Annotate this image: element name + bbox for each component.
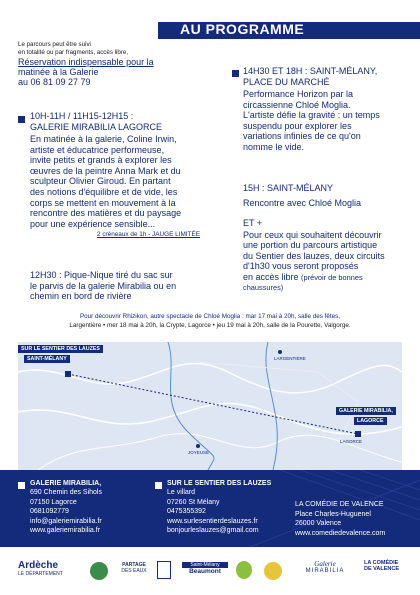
map-label-lagorce	[336, 407, 396, 415]
event-text: une portion du parcours artistique	[243, 240, 378, 251]
event-text: suspendu pour explorer les	[243, 120, 352, 131]
footer	[0, 470, 420, 547]
intro-text	[18, 41, 198, 56]
logo-text: LA COMÉDIE	[364, 560, 399, 566]
info-line: Largentière • mer 18 mai à 20h, la Crypte, Lagorce • jeu 19 mai à 20h, salle de la Pourette, Valgorge.	[69, 321, 351, 329]
route-map[interactable]	[18, 342, 402, 470]
contact-line: Place Charles-Huguenel	[295, 510, 371, 518]
contact-sentier	[167, 479, 297, 536]
logo-text: Saint-Mélany	[182, 562, 228, 568]
map-label-line: LAGORCE	[357, 418, 384, 424]
contact-phone[interactable]: 0475355392	[167, 508, 206, 516]
logo-text: LE DÉPARTEMENT	[18, 571, 63, 577]
contact-galerie	[30, 479, 160, 536]
event-text: Rencontre avec Chloé Moglia	[243, 197, 362, 208]
crest-logo-icon	[157, 561, 171, 579]
contact-heading: LA COMÉDIE DE VALENCE	[295, 501, 384, 508]
reservation-notice	[18, 57, 203, 87]
event-text: nomme le vide.	[243, 141, 305, 152]
event-text: du Sentier des lauzes, deux circuits	[243, 250, 385, 261]
contact-comedie	[295, 500, 417, 538]
event-title: 14H30 ET 18H : SAINT-MÉLANY,	[243, 66, 378, 76]
event-title: chemin en bord de rivière	[30, 291, 132, 301]
capacity-note: 2 créneaux de 1h - JAUGE LIMITÉE	[96, 231, 200, 239]
event-title: 10H-11H / 11H15-12H15 :	[30, 111, 134, 121]
access-text: en accès libre	[243, 271, 299, 282]
map-place: LARGENTIÈRE	[274, 356, 306, 361]
bullet-square	[18, 116, 25, 123]
logo-partage	[118, 562, 150, 574]
intro-line: Le parcours peut être suivi	[18, 41, 91, 48]
contact-phone[interactable]: 0681092779	[30, 508, 69, 516]
green-logo-icon	[236, 561, 252, 579]
event-text: pour une expérience sensible...	[30, 218, 156, 229]
contact-line: 07260 St Mélany	[167, 498, 220, 506]
logo-comedie	[364, 560, 412, 572]
event-title: GALERIE MIRABILIA LAGORCE	[30, 121, 163, 132]
contact-website[interactable]: www.galeriemirabilia.fr	[30, 527, 101, 535]
contact-line: 690 Chemin des Sihols	[30, 489, 102, 496]
logo-text: Galerie	[314, 560, 336, 568]
logo-text: Ardèche	[18, 560, 59, 571]
logo-saint-melany	[182, 562, 228, 575]
map-label-saint-melany	[18, 345, 103, 353]
event-text: sculpteur Olivier Giroud. En partant	[30, 176, 171, 187]
event-title: 12H30 : Pique-Nique tiré du sac sur	[30, 270, 173, 280]
logo-ardeche	[18, 560, 78, 577]
shoes-note: chaussures)	[243, 283, 284, 293]
map-illustration	[18, 342, 402, 470]
info-line: Pour découvrir Rhizikon, autre spectacle de Chloé Moglia : mar 17 mai à 20h, salle des fêtes,	[79, 313, 341, 320]
contact-heading: GALERIE MIRABILIA,	[30, 480, 102, 487]
event-text: artiste et éducatrice performeuse,	[30, 144, 165, 155]
event-title: le parvis de la galerie Mirabilia ou en	[30, 280, 177, 291]
partner-logos	[0, 548, 420, 595]
event-text: œuvres de la peintre Anna Mark et du	[30, 165, 181, 176]
reservation-phone[interactable]: au 06 81 09 27 79	[18, 77, 91, 87]
event-picnic	[30, 270, 230, 302]
event-performance	[243, 66, 415, 153]
contact-heading: SUR LE SENTIER DES LAUZES	[167, 480, 272, 487]
event-title: PLACE DU MARCHÉ	[243, 76, 330, 87]
map-label-line: SUR LE SENTIER DES LAUZES	[21, 346, 100, 352]
logo-text: DE VALENCE	[364, 566, 400, 572]
event-text: circassienne Chloé Moglia.	[243, 99, 351, 110]
event-text: Performance Horizon par la	[243, 89, 354, 99]
logo-text: MIRABILIA	[305, 568, 345, 574]
event-meeting	[243, 183, 415, 208]
yellow-logo-icon	[264, 562, 282, 580]
contact-line: Le villard	[167, 489, 196, 496]
logo-galerie-mirabilia	[300, 560, 350, 574]
event-text: d'1h30 vous seront proposés	[243, 261, 359, 272]
map-place: JOYEUSE	[188, 450, 210, 455]
map-label-line: GALERIE MIRABILIA,	[339, 408, 393, 414]
logo-text: DES EAUX	[121, 568, 147, 574]
shoes-note: (prévoir de bonnes	[301, 272, 363, 282]
reservation-line: Réservation indispensable pour la	[18, 57, 154, 67]
map-label-lagorce-town	[354, 417, 387, 425]
page-title: AU PROGRAMME	[180, 21, 305, 37]
intro-line: en totalité ou par fragments, accès libre,	[18, 48, 129, 56]
event-text: des notions d'équilibre et de vide, les	[30, 186, 178, 197]
leaf-logo-icon	[90, 562, 108, 580]
event-extra	[243, 218, 415, 292]
event-text: Pour ceux qui souhaitent découvrir	[243, 229, 382, 240]
event-text: L'artiste défie la gravité : un temps	[243, 110, 380, 121]
map-place: LAGORCE	[340, 439, 363, 444]
logo-text: Beaumont	[189, 568, 221, 575]
event-text: corps se mettent en mouvement à la	[30, 197, 176, 208]
bullet-square	[18, 482, 25, 489]
bullet-square	[232, 70, 239, 77]
event-text: invite petits et grands à explorer les	[30, 155, 172, 166]
event-text: variations infinies de ce qu'on	[243, 131, 361, 142]
event-title: ET +	[243, 218, 263, 228]
map-label-line: SAINT-MÉLANY	[27, 356, 67, 362]
map-label-saint-melany-town	[24, 355, 70, 363]
bullet-square	[155, 482, 162, 489]
contact-website[interactable]: www.surlesentierdeslauzes.fr	[167, 517, 258, 525]
event-text: rencontre des matières et du paysage	[30, 208, 182, 219]
event-title: 15H : SAINT-MÉLANY	[243, 183, 334, 193]
reservation-line: matinée à la Galerie	[18, 67, 99, 77]
logo-text: PARTAGE	[122, 562, 146, 568]
contact-line: 07150 Lagorce	[30, 498, 77, 506]
event-text: En matinée à la galerie, Coline Irwin,	[30, 134, 177, 144]
contact-website[interactable]: www.comediedevalence.com	[295, 529, 386, 537]
event-morning	[30, 111, 220, 238]
other-shows-info	[0, 313, 420, 330]
contact-email[interactable]: bonjourleslauzes@gmail.com	[167, 527, 259, 535]
contact-line: 26000 Valence	[295, 520, 342, 528]
event-text	[243, 272, 415, 284]
contact-email[interactable]: info@galeriemirabilia.fr	[30, 517, 102, 525]
